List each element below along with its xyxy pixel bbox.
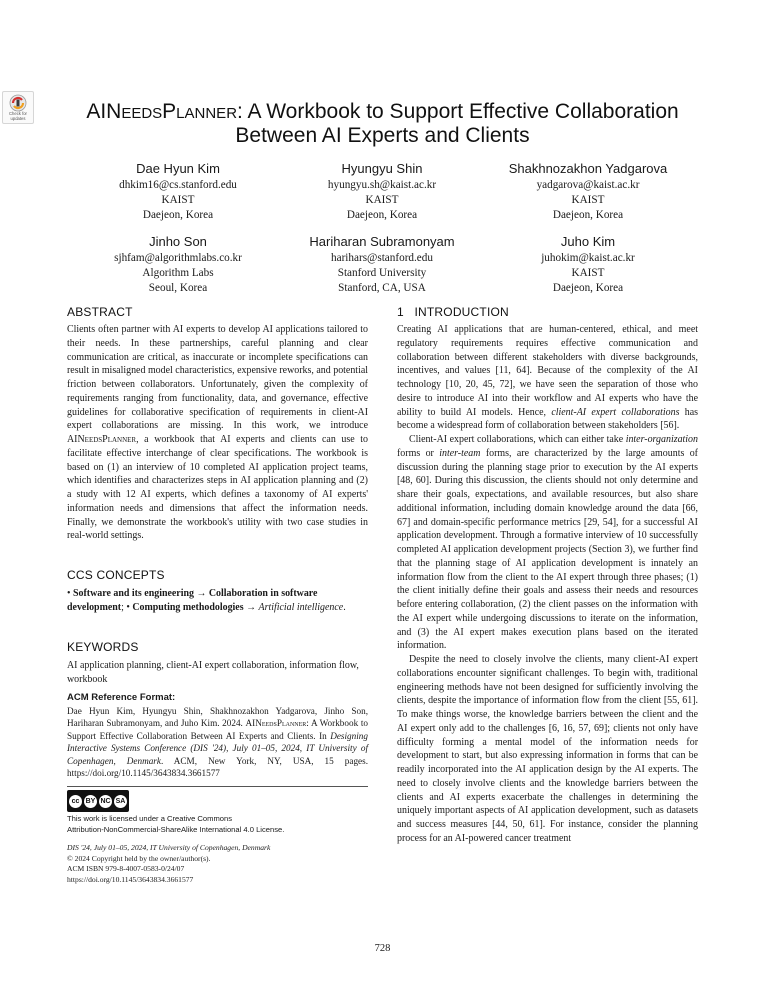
- author-block: [272, 161, 492, 223]
- abstract-text: [67, 323, 368, 543]
- author-name: Jinho Son: [149, 234, 207, 249]
- intro-p2-emphasis-1: inter-organization: [625, 434, 698, 445]
- nc-icon: NC: [99, 795, 112, 808]
- page-number: 728: [374, 943, 391, 954]
- ccs-bullet: •: [126, 601, 130, 613]
- by-icon: BY: [84, 795, 97, 808]
- ccs-concept-4: Artificial intelligence: [258, 601, 344, 613]
- author-email[interactable]: harihars@stanford.edu: [331, 252, 433, 264]
- footer-block: [67, 843, 368, 885]
- author-location: Stanford, CA, USA: [338, 282, 426, 294]
- license-line-2: Attribution-NonCommercial-ShareAlike International 4.0 License.: [67, 824, 285, 834]
- author-email[interactable]: juhokim@kaist.ac.kr: [541, 252, 635, 264]
- badge-label-1: Check for: [9, 111, 27, 116]
- intro-p1-tail: has become a widespread form of collaboration between stakeholders [56].: [397, 406, 699, 432]
- author-location: Daejeon, Korea: [552, 282, 624, 294]
- ccs-separator: ;: [121, 601, 124, 613]
- creative-commons-logo[interactable]: [67, 790, 129, 812]
- intro-paragraph-3: Despite the need to closely involve the clients, many client-AI expert collaborations encounter significant challenges. To begin with, traditional engineering methods have not been designed for sufficiently involving the clients, despite the importance of information flow from the client [55, 61]. To make things worse, the knowledge barriers between the client and the AI expert only add to the challenges [6, 16, 57, 69]; clients not only have difficulty forming a mental model of the information needs for development to start, but also expressing information in forms that can be readily incorporated into the AI application design by the AI experts. The need to closely involve clients and the knowledge barriers between the clients and AI experts exacerbate the challenges in determining the uniquely important aspects of AI application development, such as datasets and success measures [44, 50, 61]. For instance, consider the planning process for an AI-powered cancer treatment: [397, 654, 698, 844]
- reference-title: : A Workbook to Support Effective Collaboration Between AI Experts and Clients. In: [67, 718, 368, 741]
- intro-paragraph-1: [397, 323, 698, 433]
- footer-venue: DIS '24, July 01–05, 2024, IT University of Copenhagen, Denmark: [67, 843, 271, 852]
- keywords-text: AI application planning, client-AI expert collaboration, information flow, workbook: [67, 660, 359, 685]
- intro-paragraph-2: [397, 433, 698, 653]
- author-name: Hyungyu Shin: [341, 161, 423, 176]
- author-block: [68, 234, 288, 296]
- abstract-part1: Clients often partner with AI experts to develop AI applications tailored to their needs. In these partnerships, careful planning and clear communication are critical, as inaccurate or incomplete specifications can result in misaligned model characteristics, expensive reworks, and potential friction between collaborators. Unfortunately, given the complexity of requirements ranging from functionality, data, and governance, effective guidelines for collaborative specification of requirements in client-AI expert collaborations are missing. In this work, we introduce: [67, 324, 368, 432]
- author-org: KAIST: [571, 194, 605, 206]
- footer-doi-link[interactable]: https://doi.org/10.1145/3643834.3661577: [67, 874, 194, 884]
- intro-p1-emphasis: client-AI expert collaborations: [551, 406, 680, 418]
- reference-text: [67, 705, 368, 779]
- abstract-part2: , a workbook that AI experts and clients can use to facilitate effective interchange of clear specifications. The workbook is based on (1) an interview of 10 completed AI application project teams, which identifies and characterizes steps in AI application planning and (2) a study with 12 AI experts, which defines a taxonomy of AI experts' information needs and dimensions that affect the information needs. Finally, we demonstrate the workbook's utility with two case studies in real-world settings.: [67, 434, 368, 542]
- author-location: Daejeon, Korea: [346, 209, 418, 221]
- author-name: Shakhnozakhon Yadgarova: [508, 161, 668, 176]
- title-rest: : A Workbook to Support Effective Collaboration: [237, 100, 679, 123]
- ccs-arrow: →: [196, 588, 207, 599]
- intro-p2-text: Client-AI expert collaborations, which can either take: [409, 434, 626, 445]
- ccs-text: [67, 587, 368, 615]
- author-email[interactable]: hyungyu.sh@kaist.ac.kr: [327, 179, 437, 191]
- author-org: Stanford University: [337, 267, 427, 279]
- author-email[interactable]: sjhfam@algorithmlabs.co.kr: [114, 252, 242, 264]
- section-number: 1: [397, 305, 404, 319]
- title-line2: Between AI Experts and Clients: [235, 124, 530, 147]
- abstract-section: [67, 305, 368, 543]
- reference-section: [67, 692, 368, 779]
- introduction-section: [397, 305, 698, 846]
- check-for-updates-icon: [9, 94, 27, 112]
- abstract-system-name: AINeedsPlanner: [67, 434, 137, 445]
- reference-authors: Dae Hyun Kim, Hyungyu Shin, Shakhnozakhon Yadgarova, Jinho Son, Hariharan Subramonyam, and Juho Kim. 2024.: [67, 706, 368, 729]
- ccs-concept-3: Computing methodologies: [132, 601, 244, 613]
- author-block: [68, 161, 288, 223]
- author-block: [478, 161, 698, 223]
- author-location: Daejeon, Korea: [142, 209, 214, 221]
- reference-heading: ACM Reference Format:: [67, 692, 176, 703]
- author-org: Algorithm Labs: [142, 267, 214, 279]
- badge-label-2: updates: [10, 115, 26, 121]
- check-for-updates-badge[interactable]: [2, 91, 34, 124]
- ccs-arrow: →: [246, 601, 257, 613]
- ccs-concept-2: Collaboration in software development: [67, 588, 318, 613]
- reference-venue: Designing Interactive Systems Conference (DIS '24), July 01–05, 2024, IT University of Copenhagen, Denmark: [67, 730, 368, 766]
- author-location: Seoul, Korea: [148, 282, 208, 294]
- reference-system-name: AINeedsPlanner: [245, 718, 307, 729]
- intro-p2-text-3: forms, are characterized by the large amounts of discussion during the planning stage prior to execution by the AI experts [48, 60]. During this discussion, the clients should not only determine and share their goals, expectations, and available resources, but also share additional information, including domain knowledge around the data [66, 67] and domain-specific performance metrics [29, 54], for a successful AI application development. Through a formative interview of 10 successfully completed AI application development projects (Section 3), we further find that the planning stage of AI application development is innately an information flow from the client to the AI expert through three phases; (1) the client initially define their goals and assess their needs and resources before entering collaboration, (2) the client passes on the information with the AI expert while undergoing discussions to iterate on the information, and (3) the AI expert makes execution plans based on the iterated information.: [397, 447, 698, 652]
- author-email[interactable]: yadgarova@kaist.ac.kr: [536, 179, 640, 191]
- intro-p2-text-2: forms or: [397, 447, 440, 459]
- ccs-end: .: [343, 601, 346, 613]
- license-line-1: This work is licensed under a Creative Commons: [67, 814, 233, 823]
- author-email[interactable]: dhkim16@cs.stanford.edu: [119, 179, 237, 191]
- ccs-concept-1: Software and its engineering: [72, 588, 194, 599]
- author-block: [272, 234, 492, 296]
- introduction-heading: [397, 305, 698, 319]
- title-system-name: AINeedsPlanner: [86, 100, 238, 123]
- ccs-heading: CCS CONCEPTS: [67, 568, 165, 582]
- intro-p2-emphasis-2: inter-team: [439, 447, 481, 459]
- keywords-section: [67, 640, 368, 687]
- section-title: INTRODUCTION: [414, 305, 509, 319]
- keywords-heading: KEYWORDS: [67, 640, 139, 654]
- intro-p1-text: Creating AI applications that are human-centered, ethical, and meet regulatory requirements requires effective communication and collaboration between different stakeholders with diverse backgrounds, incentives, and values [11, 64]. Because of the complexity of the AI technology [10, 20, 45, 72], we have seen the separation of those who desire to introduce AI into their workflow and AI experts who have the ability to build AI models. Hence,: [397, 324, 698, 418]
- author-location: Daejeon, Korea: [552, 209, 624, 221]
- footer-isbn: ACM ISBN 979-8-4007-0583-0/24/07: [67, 864, 185, 874]
- author-org: KAIST: [365, 194, 399, 206]
- author-block: [478, 234, 698, 296]
- author-name: Dae Hyun Kim: [136, 161, 220, 176]
- author-org: KAIST: [161, 194, 195, 206]
- author-name: Juho Kim: [560, 234, 616, 249]
- reference-doi-link[interactable]: https://doi.org/10.1145/3643834.3661577: [67, 768, 220, 779]
- cc-icon: cc: [69, 795, 82, 808]
- ccs-bullet: •: [67, 588, 71, 599]
- author-name: Hariharan Subramonyam: [309, 234, 455, 249]
- divider: [67, 786, 368, 787]
- sa-icon: SA: [114, 795, 127, 808]
- footer-copyright: © 2024 Copyright held by the owner/author(s).: [67, 853, 211, 863]
- reference-tail: . ACM, New York, NY, USA, 15 pages.: [160, 755, 368, 766]
- abstract-heading: ABSTRACT: [67, 305, 133, 319]
- paper-title: [50, 100, 715, 148]
- author-org: KAIST: [571, 267, 605, 279]
- ccs-section: [67, 568, 368, 615]
- license-text: [67, 814, 368, 835]
